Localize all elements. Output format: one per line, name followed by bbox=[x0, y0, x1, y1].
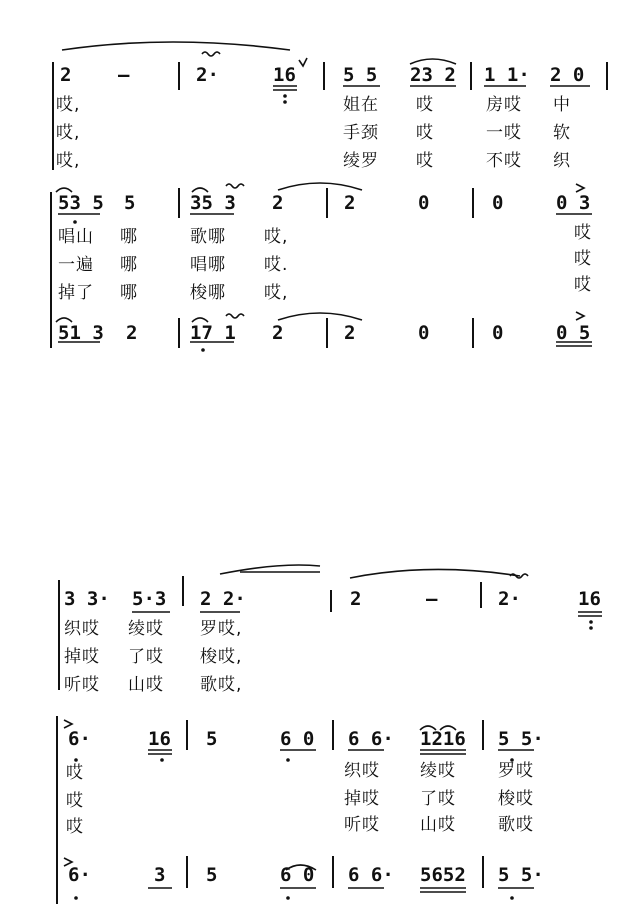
note-cell: 2 bbox=[344, 322, 356, 344]
lyric-cell: 绫哎 bbox=[128, 619, 164, 639]
lyric-cell: 房哎 bbox=[486, 95, 522, 115]
note-cell: 0 bbox=[492, 322, 504, 344]
lyric-cell: 哪 bbox=[120, 227, 138, 247]
lyric-cell: 一哎 bbox=[486, 123, 522, 143]
lyric-cell: 哎, bbox=[56, 123, 81, 143]
lyric-cell: 软 bbox=[553, 123, 571, 143]
accent-mark bbox=[576, 312, 584, 320]
lyric-cell: 歌哎 bbox=[498, 815, 534, 835]
lyric-cell: 织哎 bbox=[64, 619, 100, 639]
lyric-cell: 哎 bbox=[416, 95, 434, 115]
note-cell: 6· bbox=[68, 864, 91, 886]
note-cell: 2 bbox=[126, 322, 138, 344]
note-cell: 5·3 bbox=[132, 588, 167, 610]
lyric-cell: 了哎 bbox=[420, 789, 456, 809]
lyric-cell: 罗哎, bbox=[200, 619, 243, 639]
lyric-cell: 听哎 bbox=[64, 675, 100, 695]
lyric-cell: 哎, bbox=[264, 283, 289, 303]
note-cell: 35 3 bbox=[190, 192, 236, 214]
note-cell: 0 3 bbox=[556, 192, 591, 214]
low-octave-dot bbox=[286, 758, 290, 762]
trill-mark bbox=[202, 52, 220, 56]
lyric-cell: 哎, bbox=[56, 95, 81, 115]
note-cell: 51 3 bbox=[58, 322, 104, 344]
lyric-cell: 山哎 bbox=[128, 675, 164, 695]
lyric-cell: 了哎 bbox=[128, 647, 164, 667]
lyric-cell: 梭哎, bbox=[200, 647, 243, 667]
lyric-cell: 一遍 bbox=[58, 255, 94, 275]
note-cell: 2 0 bbox=[550, 64, 585, 86]
note-cell: 2 bbox=[272, 192, 284, 214]
barline bbox=[472, 318, 474, 348]
low-octave-dot bbox=[283, 100, 287, 104]
note-cell: 23 2 bbox=[410, 64, 456, 86]
barline bbox=[178, 62, 180, 90]
lyric-cell: 哎 bbox=[574, 223, 592, 243]
lyric-cell: 哎 bbox=[66, 817, 84, 837]
note-cell: 16 bbox=[148, 728, 171, 750]
system-bracket bbox=[50, 192, 52, 348]
low-octave-dot bbox=[510, 896, 514, 900]
note-cell: 2 2· bbox=[200, 588, 246, 610]
note-cell: 6 6· bbox=[348, 864, 394, 886]
lyric-cell: 绫哎 bbox=[420, 761, 456, 781]
low-octave-dot bbox=[160, 758, 164, 762]
lyric-cell: 织 bbox=[553, 151, 571, 171]
lyric-cell: 织哎 bbox=[344, 761, 380, 781]
barline bbox=[480, 582, 482, 608]
note-cell: 2 bbox=[350, 588, 362, 610]
barline bbox=[332, 856, 334, 888]
barline bbox=[470, 62, 472, 90]
note-cell: 3 3· bbox=[64, 588, 110, 610]
note-cell: 6 0 bbox=[280, 864, 315, 886]
lyric-cell: 歌哪 bbox=[190, 227, 226, 247]
trill-mark bbox=[226, 184, 244, 188]
lyric-cell: 不哎 bbox=[486, 151, 522, 171]
note-cell: 0 bbox=[418, 192, 430, 214]
note-cell: 0 bbox=[418, 322, 430, 344]
lyric-cell: 掉哎 bbox=[64, 647, 100, 667]
lyric-cell: 哎 bbox=[574, 249, 592, 269]
accent-mark bbox=[576, 184, 584, 192]
lyric-cell: 哪 bbox=[120, 255, 138, 275]
lyric-cell: 歌哎, bbox=[200, 675, 243, 695]
note-cell: 5652 bbox=[420, 864, 466, 886]
lyric-cell: 唱哪 bbox=[190, 255, 226, 275]
note-cell: 2 bbox=[60, 64, 72, 86]
note-cell: 6 6· bbox=[348, 728, 394, 750]
lyric-cell: 哎 bbox=[416, 123, 434, 143]
lyric-cell: 掉了 bbox=[58, 283, 94, 303]
note-cell: 17 1 bbox=[190, 322, 236, 344]
lyric-cell: 哎 bbox=[66, 763, 84, 783]
note-cell: 5 5· bbox=[498, 728, 544, 750]
slur-mark bbox=[350, 569, 520, 578]
system-bracket bbox=[56, 716, 58, 904]
barline bbox=[472, 188, 474, 218]
barline bbox=[186, 720, 188, 750]
system-bracket bbox=[52, 62, 54, 170]
note-cell: 5 bbox=[206, 728, 218, 750]
note-cell: — bbox=[118, 64, 130, 86]
barline bbox=[332, 720, 334, 750]
lyric-cell: 梭哎 bbox=[498, 789, 534, 809]
note-cell: 5 bbox=[124, 192, 136, 214]
barline bbox=[482, 856, 484, 888]
lyric-cell: 哎 bbox=[574, 275, 592, 295]
note-cell: 53 5 bbox=[58, 192, 104, 214]
lyric-cell: 姐在 bbox=[343, 95, 379, 115]
barline bbox=[186, 856, 188, 888]
note-cell: 2· bbox=[498, 588, 521, 610]
note-cell: 16 bbox=[578, 588, 601, 610]
trill-mark bbox=[226, 314, 244, 318]
low-octave-dot bbox=[74, 896, 78, 900]
note-cell: 1216 bbox=[420, 728, 466, 750]
lyric-cell: 绫罗 bbox=[343, 151, 379, 171]
note-cell: 3 bbox=[154, 864, 166, 886]
note-cell: 5 bbox=[206, 864, 218, 886]
slur-mark bbox=[278, 183, 362, 190]
barline bbox=[178, 318, 180, 348]
low-octave-dot bbox=[589, 620, 593, 624]
barline bbox=[323, 62, 325, 90]
note-cell: 0 5 bbox=[556, 322, 591, 344]
lyric-cell: 梭哪 bbox=[190, 283, 226, 303]
accent-mark bbox=[64, 720, 72, 728]
lyric-cell: 哎 bbox=[416, 151, 434, 171]
note-cell: 6 0 bbox=[280, 728, 315, 750]
breath-mark bbox=[299, 58, 307, 66]
note-cell: 5 5· bbox=[498, 864, 544, 886]
note-cell: 0 bbox=[492, 192, 504, 214]
note-cell: 2 bbox=[344, 192, 356, 214]
lyric-cell: 听哎 bbox=[344, 815, 380, 835]
barline bbox=[606, 62, 608, 90]
low-octave-dot bbox=[286, 896, 290, 900]
lyric-cell: 哎, bbox=[56, 151, 81, 171]
lyric-cell: 罗哎 bbox=[498, 761, 534, 781]
low-octave-dot bbox=[589, 626, 593, 630]
system-bracket bbox=[58, 580, 60, 690]
barline bbox=[326, 188, 328, 218]
low-octave-dot bbox=[73, 220, 77, 224]
note-cell: 2· bbox=[196, 64, 219, 86]
lyric-cell: 中 bbox=[553, 95, 571, 115]
barline bbox=[178, 188, 180, 218]
note-cell: 1 1· bbox=[484, 64, 530, 86]
lyric-cell: 哎 bbox=[66, 791, 84, 811]
barline bbox=[326, 318, 328, 348]
slur-mark bbox=[278, 313, 362, 320]
lyric-cell: 掉哎 bbox=[344, 789, 380, 809]
note-cell: 5 5 bbox=[343, 64, 378, 86]
lyric-cell: 哪 bbox=[120, 283, 138, 303]
lyric-cell: 唱山 bbox=[58, 227, 94, 247]
note-cell: 6· bbox=[68, 728, 91, 750]
lyric-cell: 山哎 bbox=[420, 815, 456, 835]
lyric-cell: 手颈 bbox=[343, 123, 379, 143]
low-octave-dot bbox=[283, 94, 287, 98]
barline bbox=[330, 590, 332, 612]
low-octave-dot bbox=[74, 758, 78, 762]
slur-mark bbox=[62, 42, 290, 50]
barline bbox=[482, 720, 484, 750]
lyric-cell: 哎, bbox=[264, 227, 289, 247]
note-cell: 2 bbox=[272, 322, 284, 344]
note-cell: 16 bbox=[273, 64, 296, 86]
lyric-cell: 哎. bbox=[264, 255, 289, 275]
note-cell: — bbox=[426, 588, 438, 610]
low-octave-dot bbox=[201, 348, 205, 352]
barline bbox=[182, 576, 184, 606]
